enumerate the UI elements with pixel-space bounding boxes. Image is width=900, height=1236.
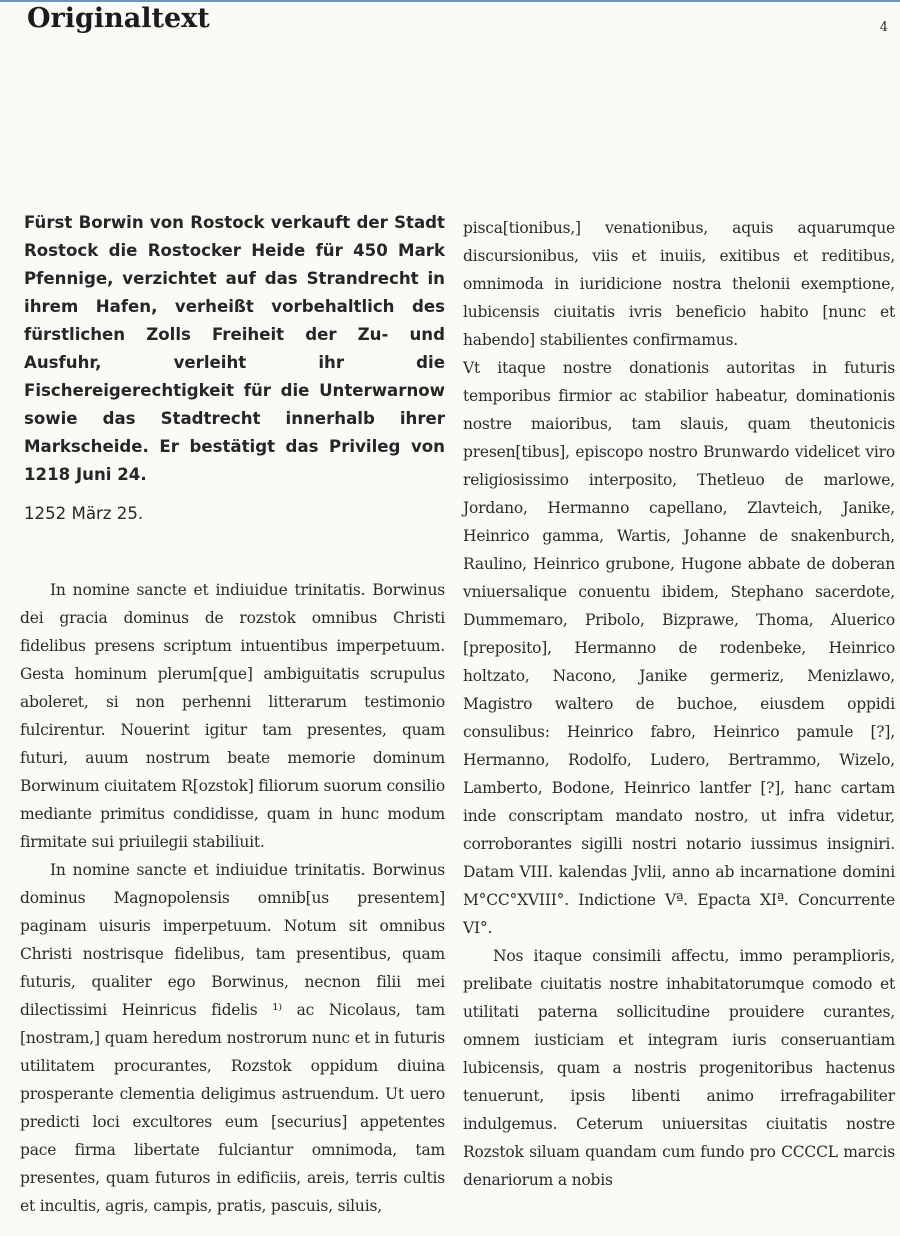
latin-paragraph: Nos itaque consimili affectu, immo peramplioris, prelibate ciuitatis nostre inhabitatorumque comodo et utilitati paterna sollicitudine prouidere curantes, omnem iusticiam et integram iuris conseruantiam lubicensis, quam a nostris progenitoribus hactenus tenuerunt, ipsis libenti animo irrefragabiliter indulgemus. Ceterum uniuersitas ciuitatis nostre Rozstok siluam quandam cum fundo pro CCCCL marcis denariorum a nobis (463, 947, 895, 1189)
right-column (463, 214, 895, 1194)
page-number: 4 (879, 20, 888, 35)
latin-paragraph: Vt itaque nostre donationis autoritas in futuris temporibus firmior ac stabilior habeatur, dominationis nostre maioribus, tam slauis, quam theutonicis presen[tibus], episcopo nostro Brunwardo videlicet viro religiosissimo interposito, Thetleuo de marlowe, Jordano, Hermanno capellano, Zlavteich, Janike, Heinrico gamma, Wartis, Johanne de snakenburch, Raulino, Heinrico grubone, Hugone abbate de doberan vniuersalique conuentu ibidem, Stephano sacerdote, Dummemaro, Pribolo, Bizprawe, Thoma, Aluerico [preposito], Hermanno de rodenbeke, Heinrico holtzato, Nacono, Janike germeriz, Menizlawo, Magistro waltero de buchoe, eiusdem oppidi consulibus: Heinrico fabro, Heinrico pamule [?], Hermanno, Rodolfo, Ludero, Bertrammo, Wizelo, Lamberto, Bodone, Heinrico lantfer [?], hanc cartam inde conscriptam mandato nostro, ut infra videtur, corroborantes sigilli nostri notario iussimus insigniri. Datam VIII. kalendas Jvlii, anno ab incarnatione domini M°CC°XVIII°. Indictione Vª. Epacta XIª. Concurrente VI°. (463, 359, 895, 937)
latin-paragraph: In nomine sancte et indiuidue trinitatis. Borwinus dominus Magnopolensis omnib[us presentem] paginam uisuris imperpetuum. Notum sit omnibus Christi nostrisque fidelibus, tam presentibus, quam futuris, qualiter ego Borwinus, necnon filii mei dilectissimi Heinricus fidelis ¹⁾ ac Nicolaus, tam [nostram,] quam heredum nostrorum nunc et in futuris utilitatem procurantes, Rozstok oppidum diuina prosperante clementia deligimus astruendum. Ut uero predicti loci excultores eum [securius] appetentes pace firma libertate fulciantur omnimoda, tam presentes, quam futuros in edificiis, areis, terris cultis et incultis, agris, campis, pratis, pascuis, siluis, (20, 861, 445, 1215)
document-date: 1252 März 25. (24, 504, 144, 523)
latin-paragraph: In nomine sancte et indiuidue trinitatis. Borwinus dei gracia dominus de rozstok omnibus Christi fidelibus presens scriptum intuentibus imperpetuum. Gesta hominum plerum[que] ambiguitatis scrupulus aboleret, si non perhenni litterarum testimonio fulcirentur. Nouerint igitur tam presentes, quam futuri, auum nostrum beate memorie dominum Borwinum ciuitatem R[ozstok] filiorum suorum consilio mediante primitus condidisse, quam in hunc modum firmitate sui priuilegii stabiliuit. (20, 581, 445, 851)
left-column (20, 209, 445, 1220)
document-summary: Fürst Borwin von Rostock verkauft der Stadt Rostock die Rostocker Heide für 450 Mark Pfennige, verzichtet auf das Strandrecht in ihrem Hafen, verheißt vorbehaltlich des fürstlichen Zolls Freiheit der Zu- und Ausfuhr, verleiht ihr die Fischereigerechtigkeit für die Unterwarnow sowie das Stadtrecht innerhalb ihrer Markscheide. Er bestätigt das Privileg von 1218 Juni 24. (24, 213, 445, 484)
page-title: Originaltext (27, 3, 210, 34)
latin-paragraph-continued: pisca[tionibus,] venationibus, aquis aquarumque discursionibus, viis et inuiis, exitibus et reditibus, omnimoda in iuridicione nostra thelonii exemptione, lubicensis ciuitatis ivris beneficio habito [nunc et habendo] stabilientes confirmamus. (463, 219, 895, 349)
